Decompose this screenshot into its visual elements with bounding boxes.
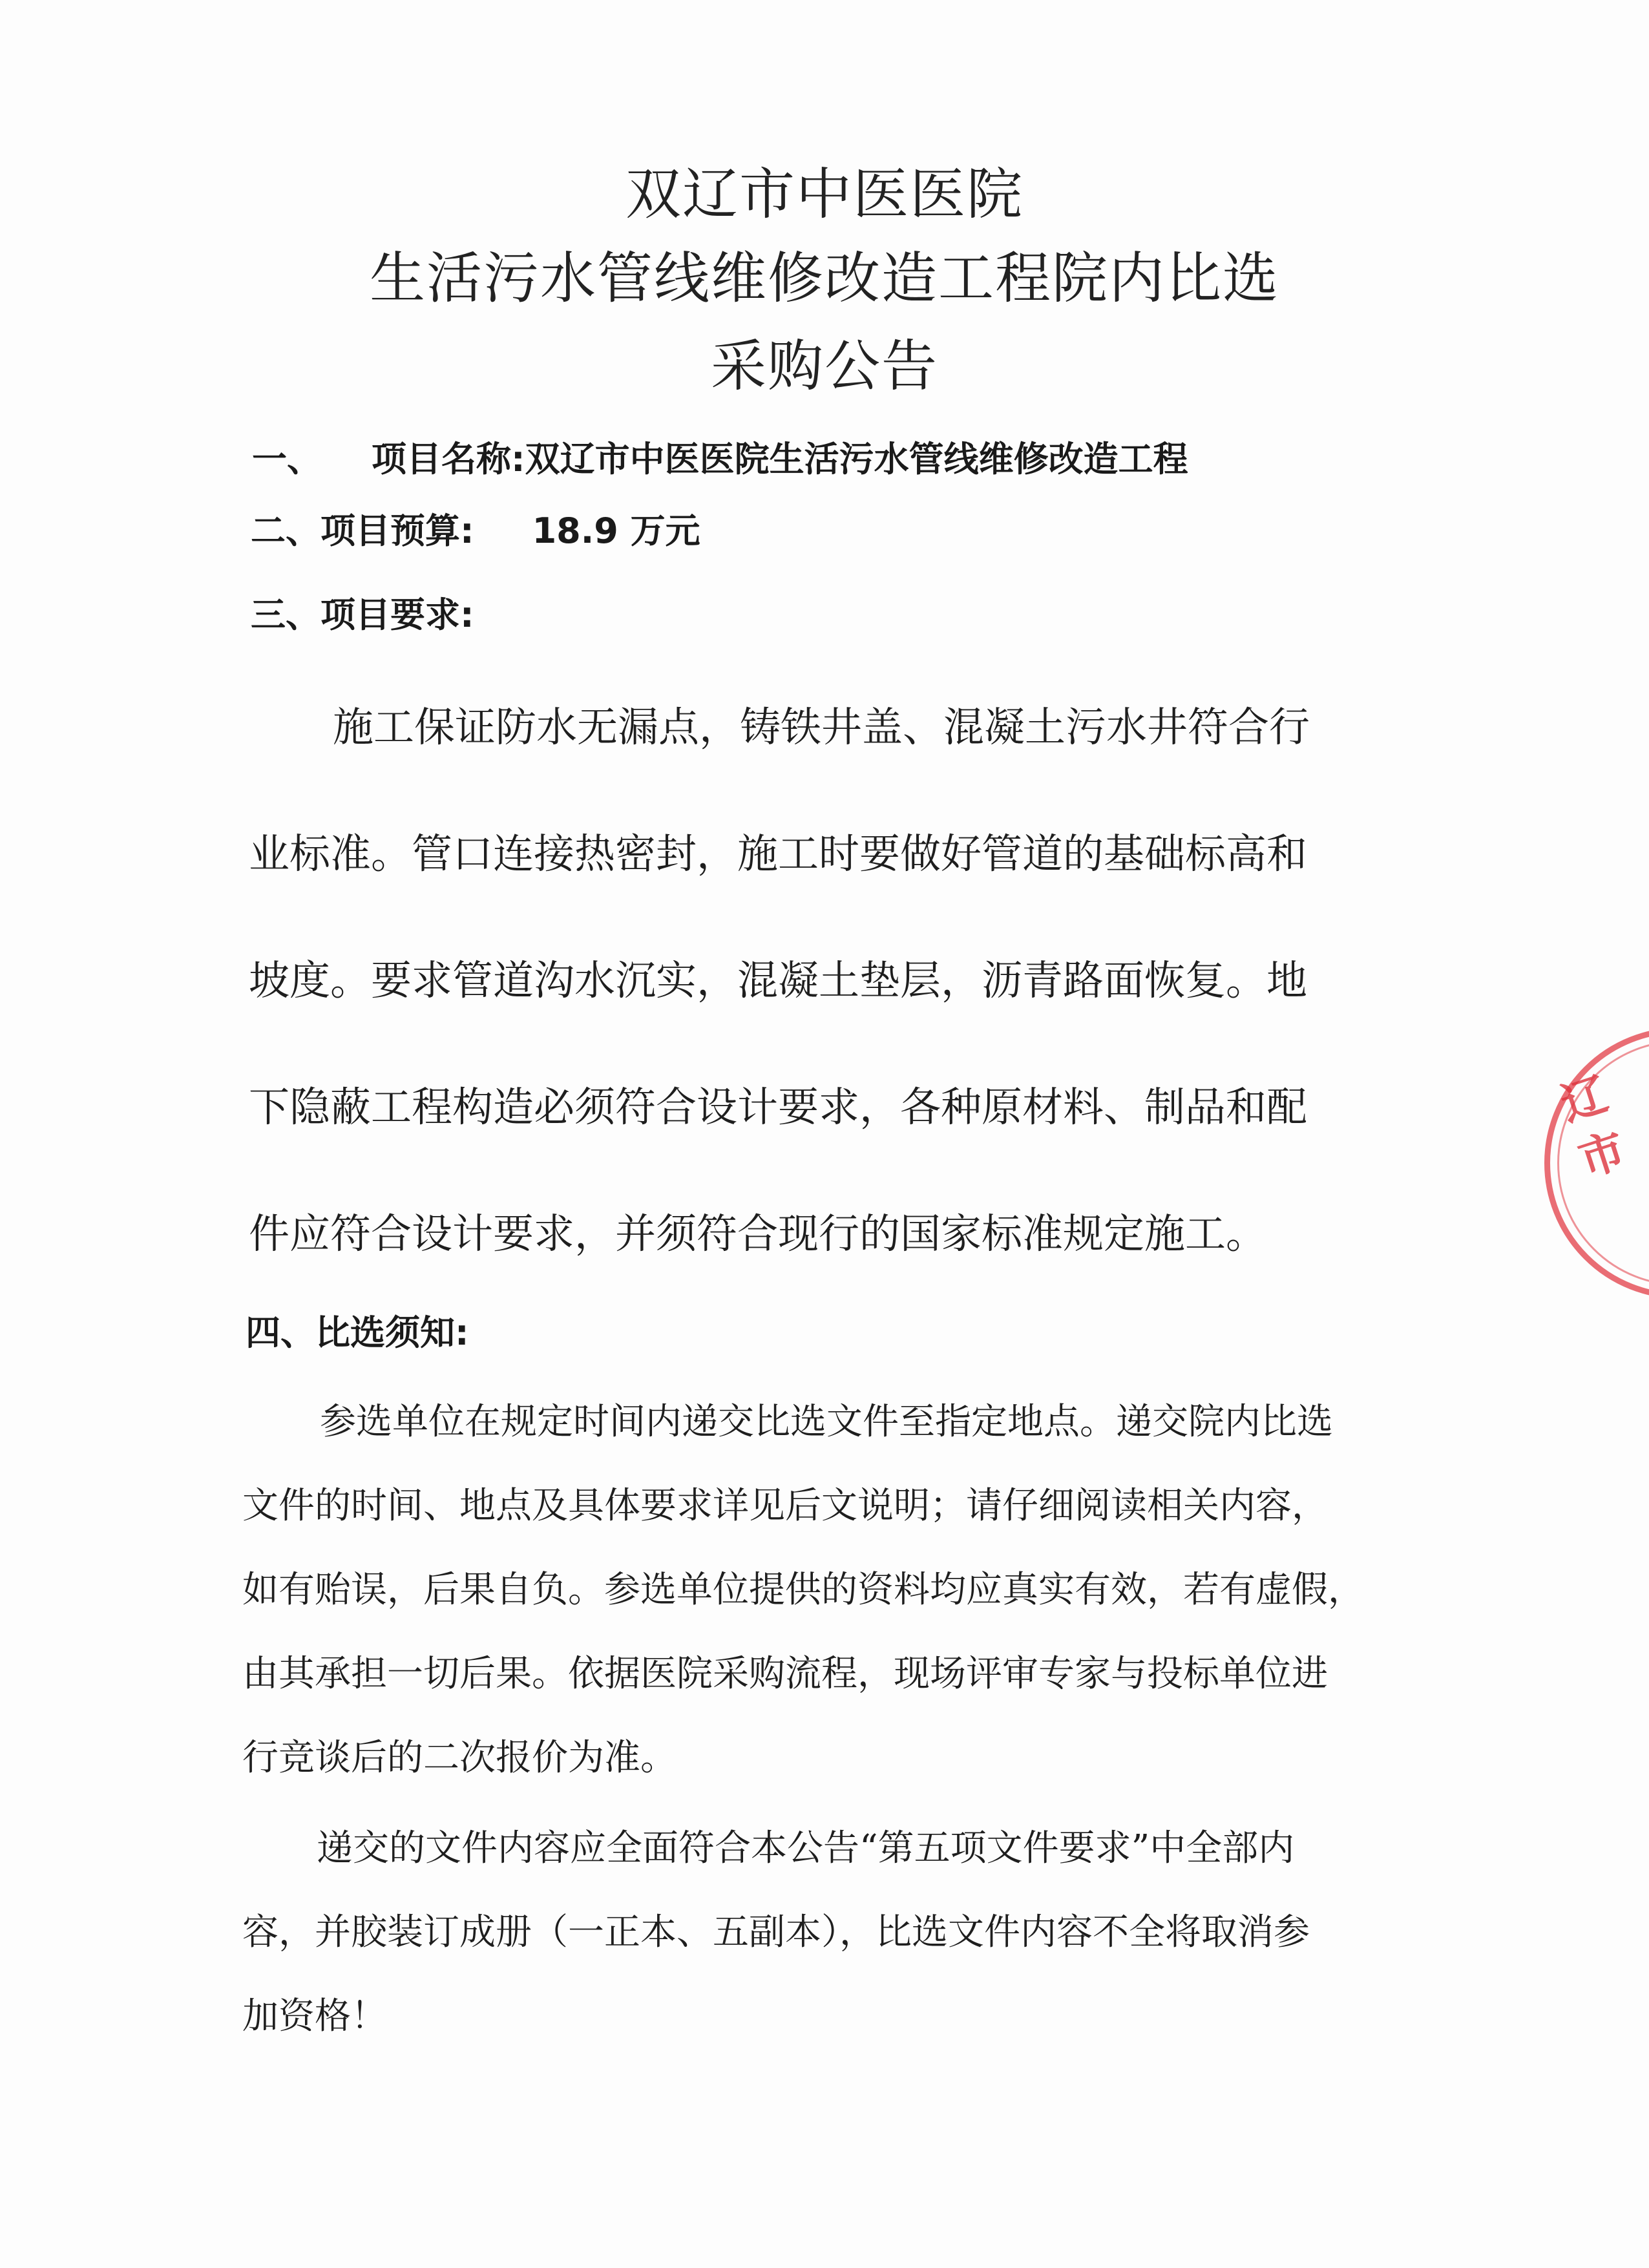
notice-line: 容，并胶装订成册（一正本、五副本），比选文件内容不全将取消参 (242, 1911, 1310, 1953)
requirement-line: 业标准。管口连接热密封，施工时要做好管道的基础标高和 (249, 830, 1307, 877)
notice-line: 文件的时间、地点及具体要求详见后文说明；请仔细阅读相关内容， (242, 1485, 1328, 1527)
title-line-2: 生活污水管线维修改造工程院内比选 (370, 246, 1279, 311)
section-1-marker: 一、 (252, 439, 322, 479)
title-line-1: 双辽市中医医院 (625, 162, 1024, 227)
requirement-line: 施工保证防水无漏点，铸铁井盖、混凝土污水井符合行 (333, 704, 1310, 751)
title-line-3: 采购公告 (711, 334, 938, 399)
notice-line: 递交的文件内容应全面符合本公告“第五项文件要求”中全部内 (317, 1827, 1295, 1869)
section-4-heading: 四、比选须知: (246, 1312, 469, 1353)
seal-text: 辽市 (1554, 1067, 1632, 1188)
project-name: 项目名称:双辽市中医医院生活污水管线维修改造工程 (372, 439, 1188, 479)
notice-line: 行竞谈后的二次报价为准。 (242, 1737, 677, 1779)
notice-line: 由其承担一切后果。依据医院采购流程，现场评审专家与投标单位进 (242, 1653, 1328, 1695)
section-1-heading (252, 439, 1188, 479)
notice-line: 加资格！ (242, 1995, 387, 2037)
notice-line: 如有贻误，后果自负。参选单位提供的资料均应真实有效，若有虚假， (242, 1569, 1364, 1611)
section-3-heading: 三、项目要求: (251, 594, 474, 635)
budget-value: 18.9 万元 (532, 510, 700, 551)
section-2-heading (251, 510, 700, 551)
requirement-line: 件应符合设计要求，并须符合现行的国家标准规定施工。 (249, 1210, 1266, 1257)
requirement-line: 下隐蔽工程构造必须符合设计要求，各种原材料、制品和配 (249, 1084, 1307, 1131)
requirement-line: 坡度。要求管道沟水沉实，混凝土垫层，沥青路面恢复。地 (249, 957, 1307, 1004)
budget-label: 二、项目预算: (251, 510, 474, 551)
notice-line: 参选单位在规定时间内递交比选文件至指定地点。递交院内比选 (320, 1401, 1333, 1443)
